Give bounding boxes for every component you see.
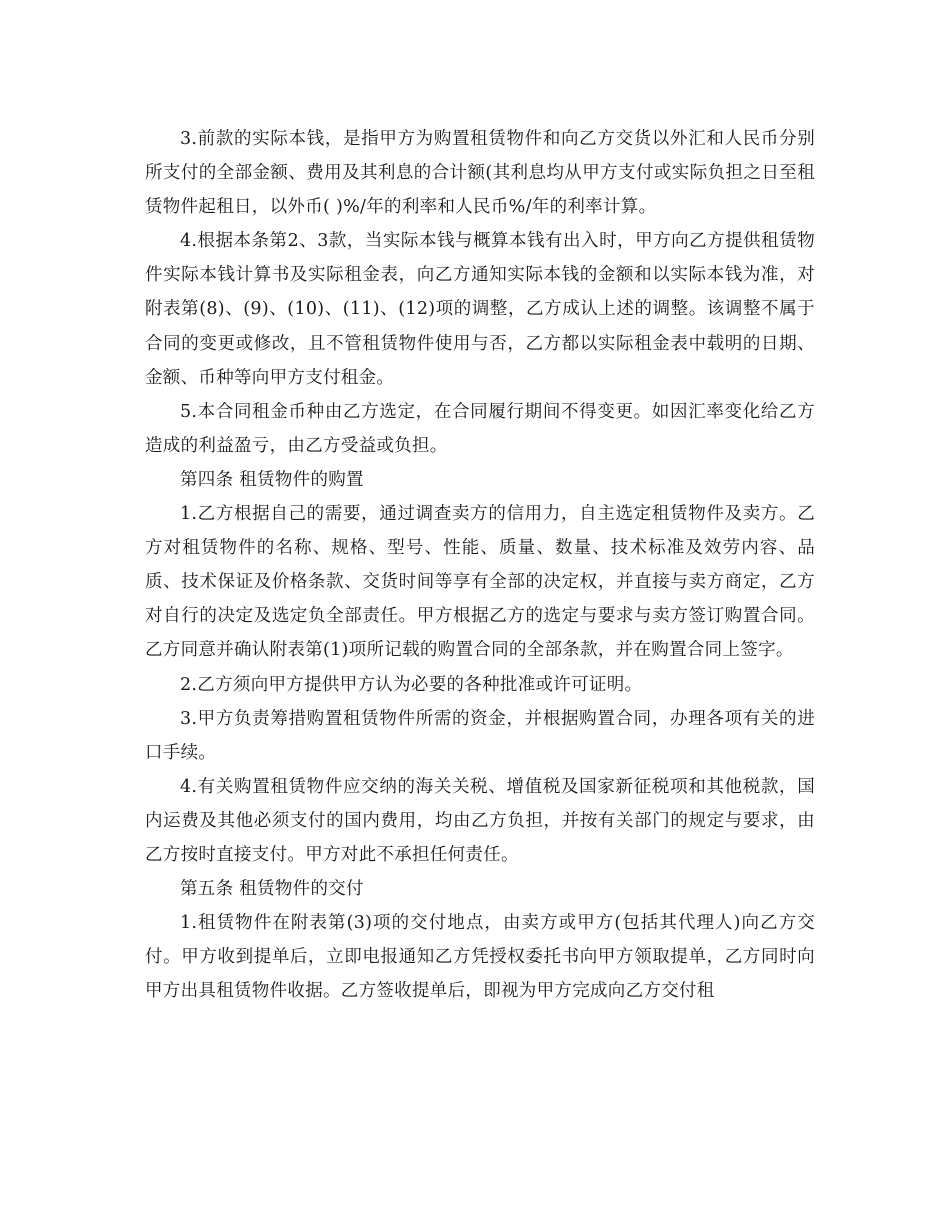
paragraph-clause-4-3: 3.甲方负责筹措购置租赁物件所需的资金，并根据购置合同，办理各项有关的进口手续。 [145, 708, 815, 763]
paragraph-clause-3-5: 5.本合同租金币种由乙方选定，在合同履行期间不得变更。如因汇率变化给乙方造成的利益盈亏，由乙方受益或负担。 [145, 401, 815, 456]
paragraph-clause-3-3: 3.前款的实际本钱，是指甲方为购置租赁物件和向乙方交货以外汇和人民币分别所支付的全部金额、费用及其利息的合计额(其利息均从甲方支付或实际负担之日至租赁物件起租日，以外币( )%/年的利率和人民币%/年的利率计算。 [145, 129, 815, 218]
paragraph-clause-3-4: 4.根据本条第2、3款，当实际本钱与概算本钱有出入时，甲方向乙方提供租赁物件实际本钱计算书及实际租金表，向乙方通知实际本钱的金额和以实际本钱为准，对附表第(8)、(9)、(10)、(11)、(12)项的调整，乙方成认上述的调整。该调整不属于合同的变更或修改，且不管租赁物件使用与否，乙方都以实际租金表中载明的日期、金额、币种等向甲方支付租金。 [145, 231, 815, 388]
paragraph-clause-5-1: 1.租赁物件在附表第(3)项的交付地点，由卖方或甲方(包括其代理人)向乙方交付。甲方收到提单后，立即电报通知乙方凭授权委托书向甲方领取提单，乙方同时向甲方出具租赁物件收据。乙方签收提单后，即视为甲方完成向乙方交付租 [145, 913, 815, 1002]
paragraph-clause-4-1: 1.乙方根据自己的需要，通过调查卖方的信用力，自主选定租赁物件及卖方。乙方对租赁物件的名称、规格、型号、性能、质量、数量、技术标准及效劳内容、品质、技术保证及价格条款、交货时间等享有全部的决定权，并直接与卖方商定，乙方对自行的决定及选定负全部责任。甲方根据乙方的选定与要求与卖方签订购置合同。乙方同意并确认附表第(1)项所记载的购置合同的全部条款，并在购置合同上签字。 [145, 504, 815, 661]
document-body [145, 122, 815, 1008]
paragraph-clause-4-2: 2.乙方须向甲方提供甲方认为必要的各种批准或许可证明。 [180, 674, 643, 695]
article-5-heading: 第五条 租赁物件的交付 [180, 879, 364, 900]
paragraph-clause-4-4: 4.有关购置租赁物件应交纳的海关关税、增值税及国家新征税项和其他税款，国内运费及其他必须支付的国内费用，均由乙方负担，并按有关部门的规定与要求，由乙方按时直接支付。甲方对此不承担任何责任。 [145, 776, 815, 865]
article-4-heading: 第四条 租赁物件的购置 [180, 469, 364, 490]
